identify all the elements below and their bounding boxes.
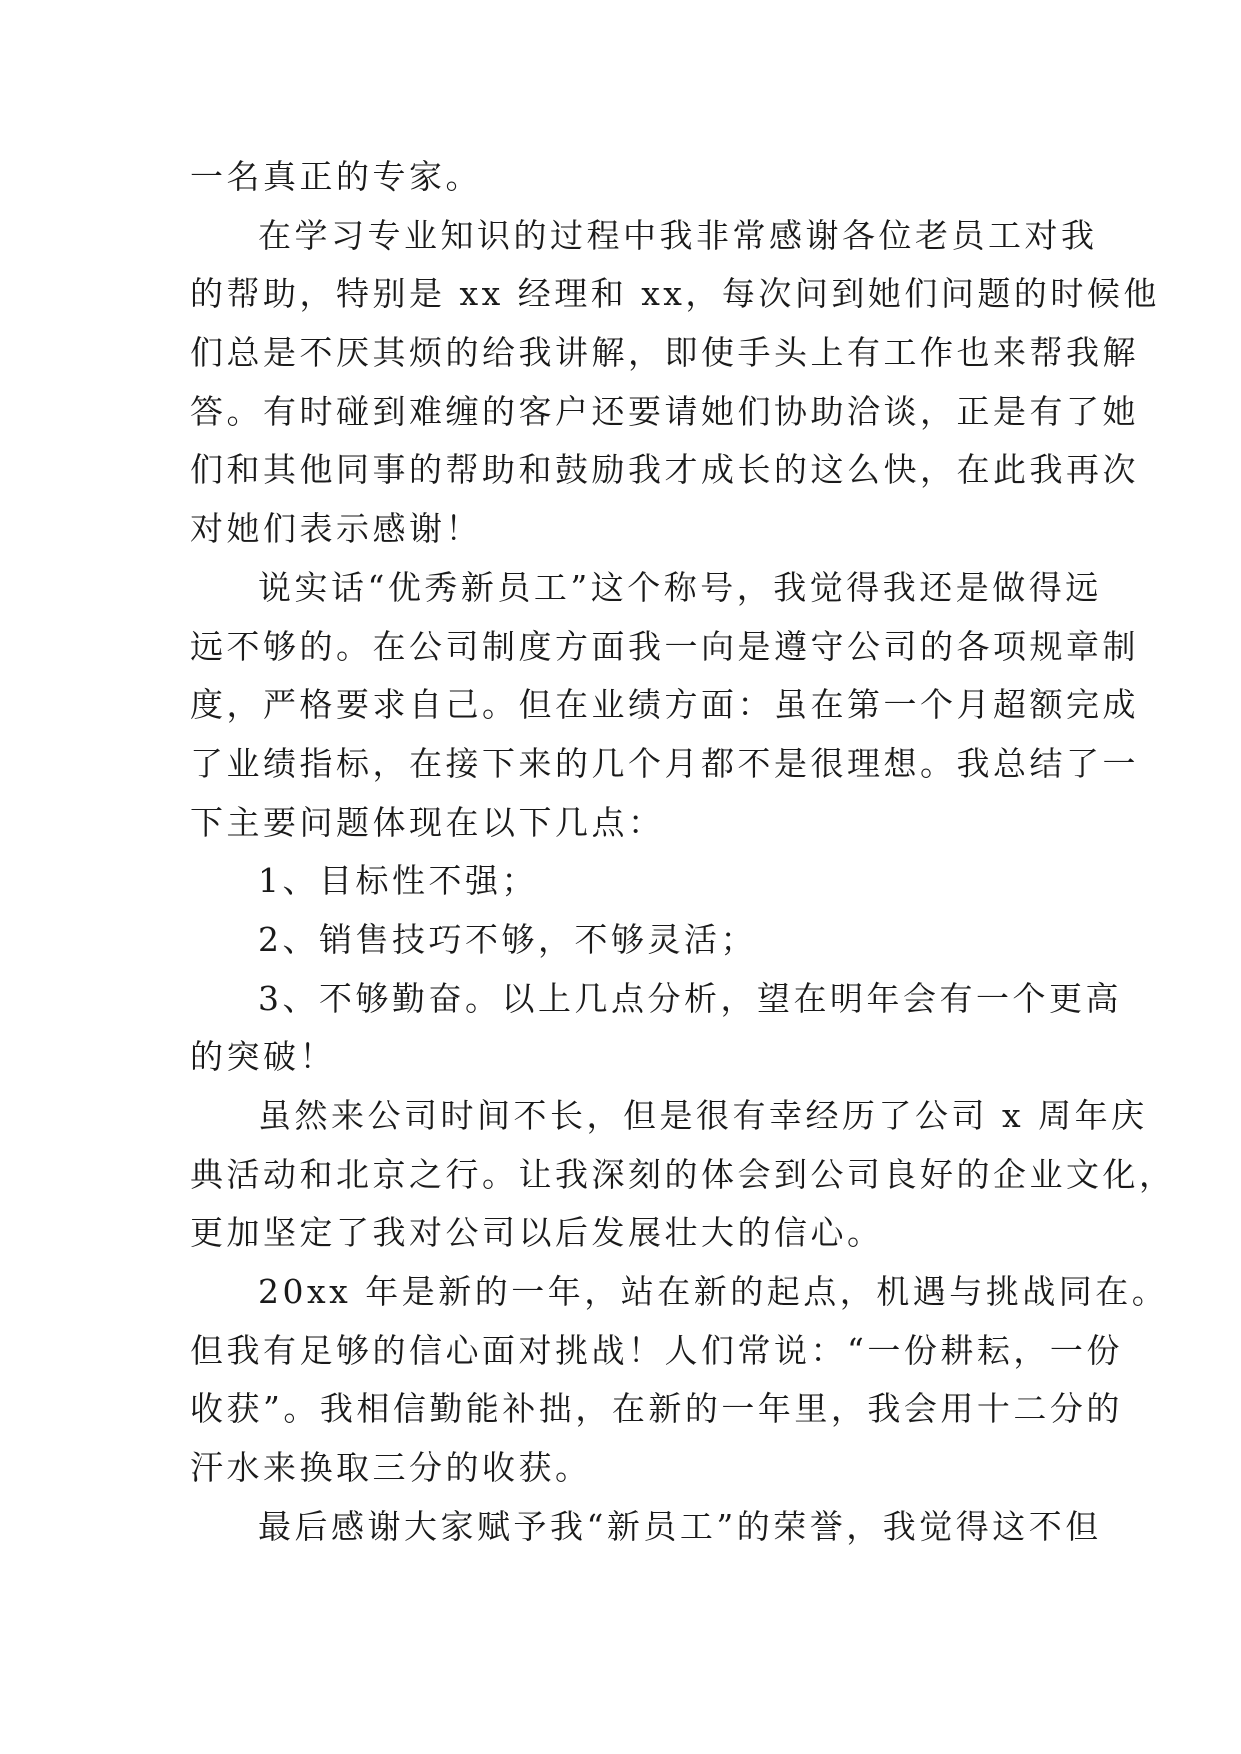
text-line: 2、销售技巧不够，不够灵活； bbox=[258, 919, 757, 959]
text-line: 典活动和北京之行。让我深刻的体会到公司良好的企业文化， bbox=[190, 1154, 1176, 1194]
text-line: 的帮助，特别是 xx 经理和 xx，每次问到她们问题的时候他 bbox=[190, 274, 1160, 314]
text-line: 们总是不厌其烦的给我讲解，即使手头上有工作也来帮我解 bbox=[190, 333, 1139, 373]
text-line: 说实话“优秀新员工”这个称号，我觉得我还是做得远 bbox=[258, 567, 1102, 607]
text-line: 汗水来换取三分的收获。 bbox=[190, 1448, 592, 1488]
text-line: 最后感谢大家赋予我“新员工”的荣誉，我觉得这不但 bbox=[258, 1506, 1102, 1546]
text-line: 们和其他同事的帮助和鼓励我才成长的这么快，在此我再次 bbox=[190, 450, 1139, 490]
text-line: 一名真正的专家。 bbox=[190, 157, 482, 196]
text-line: 1、目标性不强； bbox=[258, 861, 538, 901]
text-line: 度，严格要求自己。但在业绩方面：虽在第一个月超额完成 bbox=[190, 685, 1139, 725]
text-line: 但我有足够的信心面对挑战！人们常说：“一份耕耘，一份 bbox=[190, 1330, 1123, 1370]
text-line: 虽然来公司时间不长，但是很有幸经历了公司 x 周年庆 bbox=[258, 1096, 1148, 1135]
text-line: 更加坚定了我对公司以后发展壮大的信心。 bbox=[190, 1213, 884, 1253]
text-line: 了业绩指标，在接下来的几个月都不是很理想。我总结了一 bbox=[190, 743, 1139, 783]
text-line: 远不够的。在公司制度方面我一向是遵守公司的各项规章制 bbox=[190, 626, 1139, 666]
text-line: 答。有时碰到难缠的客户还要请她们协助洽谈，正是有了她 bbox=[190, 391, 1139, 431]
text-line: 20xx 年是新的一年，站在新的起点，机遇与挑战同在。 bbox=[258, 1272, 1169, 1312]
text-line: 的突破！ bbox=[190, 1037, 336, 1077]
text-line: 收获”。我相信勤能补拙，在新的一年里，我会用十二分的 bbox=[190, 1389, 1123, 1429]
text-line: 下主要问题体现在以下几点： bbox=[190, 802, 665, 842]
body-text bbox=[190, 148, 1176, 1557]
text-line: 在学习专业知识的过程中我非常感谢各位老员工对我 bbox=[258, 215, 1098, 255]
text-line: 3、不够勤奋。以上几点分析，望在明年会有一个更高 bbox=[258, 978, 1122, 1018]
text-line: 对她们表示感谢！ bbox=[190, 509, 482, 549]
